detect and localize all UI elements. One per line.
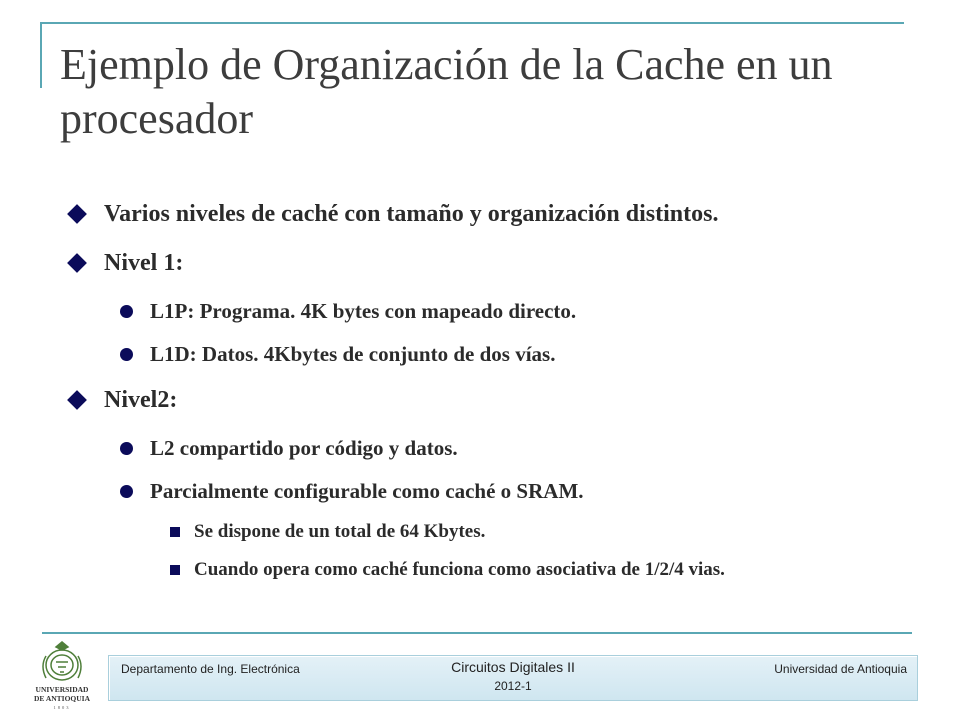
slide-title: Ejemplo de Organización de la Cache en un procesador [60,40,833,143]
bullet-item: Nivel2: [104,387,178,413]
square-bullet-icon [170,527,180,537]
svg-text:UNIVERSIDAD: UNIVERSIDAD [35,685,89,694]
bullet-item: Varios niveles de caché con tamaño y organización distintos. [104,201,719,227]
sub-bullet-item: L2 compartido por código y datos. [150,436,458,460]
footer-divider [42,632,912,634]
footer-course: Circuitos Digitales II [451,659,575,675]
footer-department: Departamento de Ing. Electrónica [121,662,300,676]
svg-text:1803: 1803 [53,705,71,710]
sub-bullet-item: L1D: Datos. 4Kbytes de conjunto de dos vías. [150,342,556,366]
footer-university: Universidad de Antioquia [774,662,907,676]
circle-bullet-icon [120,485,133,498]
circle-bullet-icon [120,348,133,361]
university-logo [34,638,90,714]
diamond-bullet-icon [67,390,87,410]
sub-bullet-item: Parcialmente configurable como caché o SRAM. [150,479,584,503]
sub-sub-bullet-item: Se dispone de un total de 64 Kbytes. [194,521,486,542]
circle-bullet-icon [120,305,133,318]
footer-term: 2012-1 [494,679,532,693]
bullet-item: Nivel 1: [104,250,184,276]
diamond-bullet-icon [67,204,87,224]
circle-bullet-icon [120,442,133,455]
diamond-bullet-icon [67,253,87,273]
sub-bullet-item: L1P: Programa. 4K bytes con mapeado directo. [150,299,577,323]
sub-sub-bullet-item: Cuando opera como caché funciona como asociativa de 1/2/4 vias. [194,559,725,580]
footer-bar [108,655,918,701]
svg-text:DE ANTIOQUIA: DE ANTIOQUIA [34,694,90,703]
square-bullet-icon [170,565,180,575]
